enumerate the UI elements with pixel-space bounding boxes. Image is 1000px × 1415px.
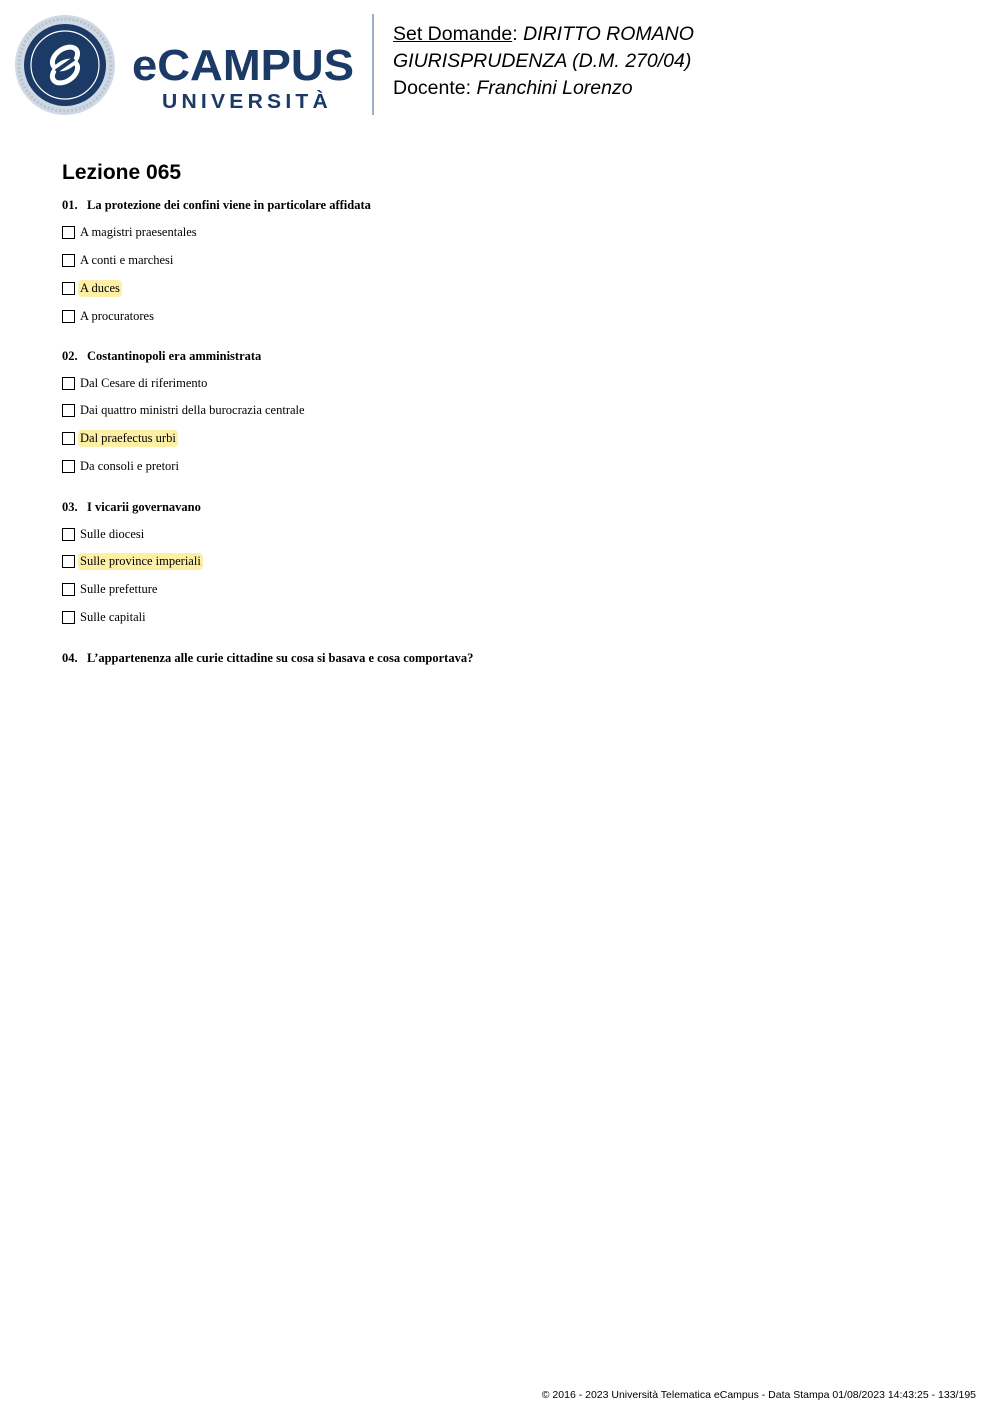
option-item[interactable] (62, 609, 148, 625)
question-01 (62, 198, 371, 213)
option-checkbox[interactable] (62, 583, 75, 596)
option-checkbox[interactable] (62, 460, 75, 473)
option-label: Da consoli e pretori (80, 458, 179, 473)
docente-label: Docente: (393, 77, 472, 99)
question-03 (62, 500, 201, 515)
question-text: La protezione dei confini viene in particolare affidata (87, 198, 371, 212)
option-label-highlighted: Dal praefectus urbi (80, 430, 176, 445)
option-item[interactable] (62, 430, 178, 446)
option-label: A procuratores (80, 308, 154, 323)
option-item[interactable] (62, 581, 159, 597)
option-checkbox[interactable] (62, 282, 75, 295)
course-name: GIURISPRUDENZA (D.M. 270/04) (393, 50, 692, 72)
option-label-highlighted: Sulle province imperiali (80, 553, 201, 568)
option-label: Sulle prefetture (80, 581, 158, 596)
option-checkbox[interactable] (62, 432, 75, 445)
option-item[interactable] (62, 458, 181, 474)
option-item[interactable] (62, 252, 175, 268)
option-label: Dai quattro ministri della burocrazia centrale (80, 402, 305, 417)
question-number: 02. (62, 349, 78, 363)
docente-name: Franchini Lorenzo (476, 77, 633, 99)
option-checkbox[interactable] (62, 611, 75, 624)
option-label: A conti e marchesi (80, 252, 174, 267)
ecampus-wordmark-logo (132, 38, 358, 112)
option-item[interactable] (62, 375, 209, 391)
question-number: 03. (62, 500, 78, 514)
option-checkbox[interactable] (62, 377, 75, 390)
option-label-highlighted: A duces (80, 280, 120, 295)
question-text: I vicarii governavano (87, 500, 201, 514)
option-label: Sulle capitali (80, 609, 146, 624)
question-text: Costantinopoli era amministrata (87, 349, 262, 363)
option-label: Sulle diocesi (80, 526, 145, 541)
page-header (0, 0, 1000, 130)
option-checkbox[interactable] (62, 310, 75, 323)
set-title: DIRITTO ROMANO (523, 23, 694, 45)
option-label: A magistri praesentales (80, 224, 197, 239)
option-item[interactable] (62, 526, 146, 542)
header-info (393, 21, 694, 102)
option-item[interactable] (62, 224, 199, 240)
lesson-title: Lezione 065 (62, 161, 182, 184)
question-text: L’appartenenza alle curie cittadine su cosa si basava e cosa comportava? (87, 651, 474, 665)
question-number: 01. (62, 198, 78, 212)
option-checkbox[interactable] (62, 404, 75, 417)
set-label: Set Domande (393, 23, 513, 45)
question-number: 04. (62, 651, 78, 665)
question-04 (62, 651, 473, 666)
option-checkbox[interactable] (62, 528, 75, 541)
page-footer: © 2016 - 2023 Università Telematica eCampus - Data Stampa 01/08/2023 14:43:25 - 133/195 (541, 1389, 976, 1401)
ecampus-seal-logo (14, 14, 116, 116)
option-item[interactable] (62, 553, 203, 569)
docente-line (393, 75, 694, 102)
question-02 (62, 349, 261, 364)
set-line: Set Domande: DIRITTO ROMANO (393, 23, 694, 45)
option-checkbox[interactable] (62, 555, 75, 568)
logo-text: eCAMPUS (132, 41, 354, 90)
option-label: Dal Cesare di riferimento (80, 375, 208, 390)
header-divider (372, 14, 374, 115)
option-item[interactable] (62, 280, 122, 296)
option-checkbox[interactable] (62, 226, 75, 239)
logo-subtext: UNIVERSITÀ (162, 91, 324, 112)
option-checkbox[interactable] (62, 254, 75, 267)
option-item[interactable] (62, 402, 307, 418)
option-item[interactable] (62, 308, 156, 324)
